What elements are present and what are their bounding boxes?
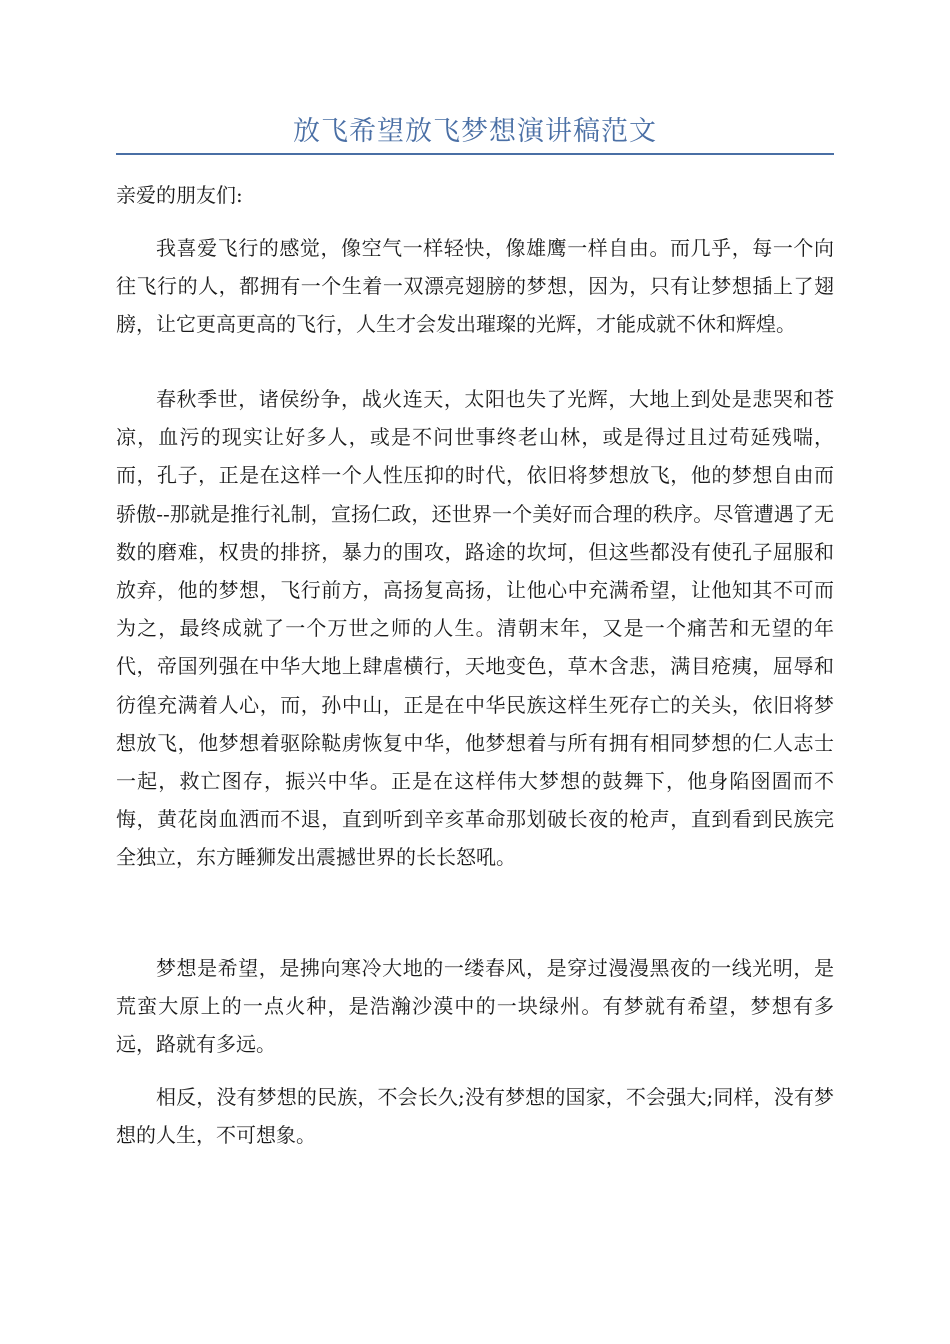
paragraph-2: 春秋季世，诸侯纷争，战火连天，太阳也失了光辉，大地上到处是悲哭和苍凉，血污的现实让好多人，或是不问世事终老山林，或是得过且过苟延残喘，而，孔子，正是在这样一个人性压抑的时代，依旧将梦想放飞，他的梦想自由而骄傲--那就是推行礼制，宣扬仁政，还世界一个美好而合理的秩序。尽管遭遇了无数的磨难，权贵的排挤，暴力的围攻，路途的坎坷，但这些都没有使孔子屈服和放弃，他的梦想，飞行前方，高扬复高扬，让他心中充满希望，让他知其不可而为之，最终成就了一个万世之师的人生。清朝末年，又是一个痛苦和无望的年代，帝国列强在中华大地上肆虐横行，天地变色，草木含悲，满目疮痍，屈辱和彷徨充满着人心，而，孙中山，正是在中华民族这样生死存亡的关头，依旧将梦想放飞，他梦想着驱除鞑虏恢复中华，他梦想着与所有拥有相同梦想的仁人志士一起，救亡图存，振兴中华。正是在这样伟大梦想的鼓舞下，他身陷囹圄而不悔，黄花岗血洒而不退，直到听到辛亥革命那划破长夜的枪声，直到看到民族完全独立，东方睡狮发出震撼世界的长长怒吼。 (116, 387, 834, 870)
paragraph-4: 相反，没有梦想的民族，不会长久;没有梦想的国家，不会强大;同样，没有梦想的人生，不可想象。 (116, 1085, 834, 1148)
document-title: 放飞希望放飞梦想演讲稿范文 (293, 116, 657, 147)
salutation: 亲爱的朋友们: (116, 183, 243, 207)
paragraph-3: 梦想是希望，是拂向寒冷大地的一缕春风，是穿过漫漫黑夜的一线光明，是荒蛮大原上的一点火种，是浩瀚沙漠中的一块绿州。有梦就有希望，梦想有多远，路就有多远。 (116, 956, 834, 1057)
paragraph-1: 我喜爱飞行的感觉，像空气一样轻快，像雄鹰一样自由。而几乎，每一个向往飞行的人，都拥有一个生着一双漂亮翅膀的梦想，因为，只有让梦想插上了翅膀，让它更高更高的飞行，人生才会发出璀璨的光辉，才能成就不休和辉煌。 (116, 236, 834, 337)
title-underline (116, 153, 834, 155)
